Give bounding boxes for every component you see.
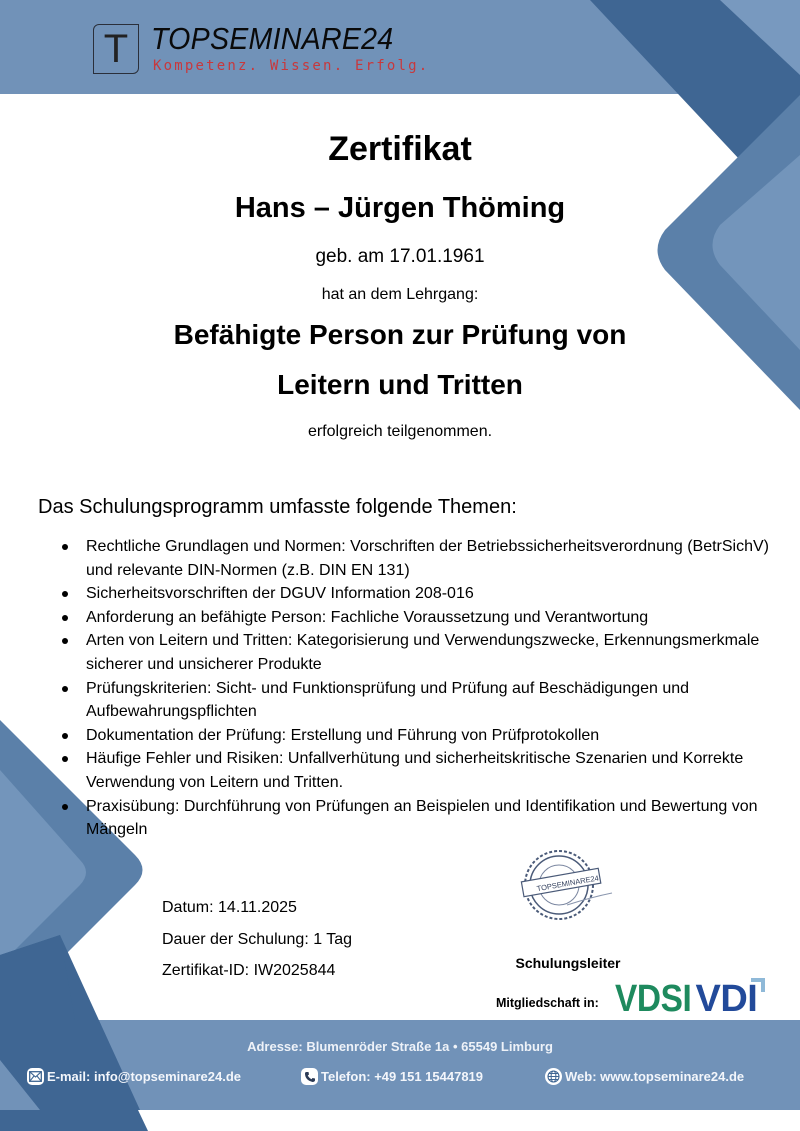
vdsi-logo: VDSI: [614, 978, 692, 1020]
completion-text: erfolgreich teilgenommen.: [307, 423, 493, 440]
certificate-id: Zertifikat-ID: IW2025844: [162, 962, 336, 979]
course-title-line-1: Befähigte Person zur Prüfung von: [173, 319, 627, 350]
course-title-line-2: Leitern und Tritten: [277, 369, 523, 400]
topic-item: Prüfungskriterien: Sicht- und Funktionsprüfung und Prüfung auf Beschädigungen und Aufbewahrungspflichten: [62, 677, 782, 724]
footer-contacts: [0, 1068, 800, 1090]
birth-date: geb. am 17.01.1961: [315, 246, 485, 267]
footer-address: Adresse: Blumenröder Straße 1a • 65549 Limburg: [247, 1039, 553, 1054]
footer-web[interactable]: [545, 1068, 744, 1085]
vdi-corner-icon: [751, 978, 765, 992]
logo-mark: T: [93, 24, 139, 74]
participant-name: Hans – Jürgen Thöming: [234, 192, 566, 224]
topic-item: Anforderung an befähigte Person: Fachliche Voraussetzung und Verantwortung: [62, 606, 782, 630]
company-stamp-icon: [512, 845, 616, 931]
topic-item: Häufige Fehler und Risiken: Unfallverhütung und sicherheitskritische Szenarien und Korrekte Verwendung von Leitern und Tritten.: [62, 747, 782, 794]
topics-list: [62, 535, 782, 842]
topic-item: Dokumentation der Prüfung: Erstellung und Führung von Prüfprotokollen: [62, 724, 782, 748]
footer-email[interactable]: [27, 1068, 241, 1085]
course-date: Datum: 14.11.2025: [162, 899, 297, 916]
envelope-icon: [27, 1068, 44, 1085]
topic-item: Arten von Leitern und Tritten: Kategorisierung und Verwendungszwecke, Erkennungsmerkmale sicherer und unsicherer Produkte: [62, 629, 782, 676]
topic-item: Praxisübung: Durchführung von Prüfungen an Beispielen und Identifikation und Bewertung von Mängeln: [62, 795, 782, 842]
web-text: Web: www.topseminare24.de: [565, 1069, 745, 1084]
topics-heading: Das Schulungsprogramm umfasste folgende Themen:: [38, 496, 517, 518]
phone-icon: [301, 1068, 318, 1085]
vdi-logo-text: VDI: [695, 978, 758, 1020]
logo-name: TOPSEMINARE24: [151, 21, 394, 56]
company-logo: [93, 21, 430, 74]
membership-block: [496, 980, 757, 1018]
footer-phone[interactable]: [301, 1068, 483, 1085]
intro-text: hat an dem Lehrgang:: [321, 286, 479, 303]
svg-text:TOPSEMINARE24: TOPSEMINARE24: [536, 873, 600, 894]
topic-item: Rechtliche Grundlagen und Normen: Vorschriften der Betriebssicherheitsverordnung (BetrSichV) und relevante DIN-Normen (z.B. DIN EN 131): [62, 535, 782, 582]
logo-slogan: Kompetenz. Wissen. Erfolg.: [153, 58, 430, 74]
certificate-meta: [162, 892, 352, 987]
vdi-logo: [695, 980, 757, 1018]
globe-icon: [545, 1068, 562, 1085]
topic-item: Sicherheitsvorschriften der DGUV Information 208-016: [62, 582, 782, 606]
course-duration: Dauer der Schulung: 1 Tag: [162, 930, 353, 948]
membership-label: Mitgliedschaft in:: [496, 996, 599, 1010]
phone-text: Telefon: +49 151 15447819: [321, 1069, 484, 1084]
certificate-title: Zertifikat: [328, 130, 472, 168]
signer-label: Schulungsleiter: [515, 955, 621, 971]
email-text: E-mail: info@topseminare24.de: [47, 1069, 241, 1084]
